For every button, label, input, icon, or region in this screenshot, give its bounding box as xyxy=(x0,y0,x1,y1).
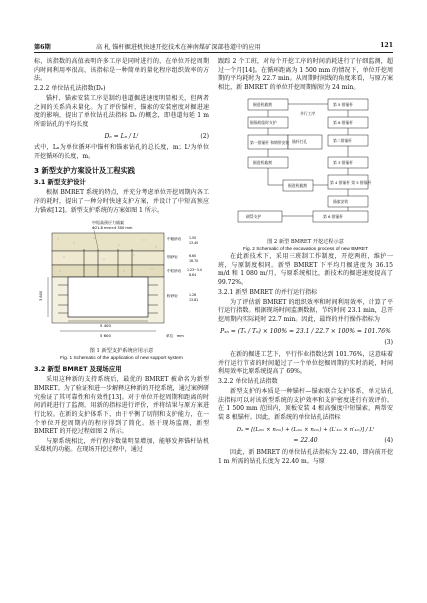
stratum-coarse-sandstone xyxy=(52,233,164,251)
value2-stratum-3: 8.64 xyxy=(189,272,197,277)
step-label: 刷帮支护 xyxy=(246,214,262,220)
equation-result: = 22.40 xyxy=(293,437,318,445)
label-stratum-2: 细砂岩 xyxy=(167,254,178,259)
dimension-height: 3 800 xyxy=(39,290,43,301)
step-label: 锚索安装 xyxy=(333,199,349,205)
equation-body: Dₑ = Lₙ / Lᴵ xyxy=(104,132,139,140)
stratum-fine-sandstone xyxy=(52,251,164,265)
parallel-label: 并行工序 xyxy=(300,111,316,117)
step-label: 第 4 排锚杆 第 5 排锚杆 xyxy=(330,180,372,186)
stratum-medium-sandstone xyxy=(52,265,164,277)
step-label: 第 3 排锚杆 xyxy=(333,160,354,166)
paragraph: 式中，Lₙ为单位循环中锚杆和锚索钻孔的总长度，m；Lᴵ为单位开挖循环的长度，m。 xyxy=(34,144,209,161)
label-cable-spec: Φ21.8 mm×4 300 mm xyxy=(92,225,133,230)
equation-2 xyxy=(34,133,209,142)
dimension-width-total: 5 600 xyxy=(100,332,111,338)
label-cable: 中短高预应力锚索 xyxy=(92,219,124,225)
equation-number: (4) xyxy=(384,437,393,445)
step-label: 第 6 排锚杆 xyxy=(323,214,344,220)
equation-body: Dₑ = [(L₂ₘ × n₂ₘ) + (L₁ₘ × n₁ₘ) + (L′₁ₘ × n′₁ₘ)] / Lᴵ xyxy=(236,426,375,433)
right-column xyxy=(218,58,393,467)
step-label: 掘锚机临时支护 xyxy=(250,120,277,126)
paragraph: 采用这种新的支持系统后，最优的 BMRET 被命名为新型 BMRET。为了验证和进一步解释这种新的开挖系统，通过案例研究验证了其可靠性和有效性[13]。对于单位开挖周期和距离的时间消耗进行了监测，用新的指标进行评价，并将结果与原方案进行比较。在新的支护体系下，由于平衡了切削和支护能力，在一个单位开挖周期内的程序得到了简化。基于现场监测，新型 BMRET 的开挖过程如图 2 所示。 xyxy=(34,376,209,436)
step-label: 第 6 排锚杆 xyxy=(333,120,354,126)
value2-stratum-2: 18.70 xyxy=(189,258,199,263)
step-label: 锚杆打孔 xyxy=(292,139,308,145)
figure-1-support-diagram xyxy=(34,219,209,343)
equation-4-result xyxy=(218,437,393,446)
section-heading-2-2-2: 2.2.2 单位钻孔法指数(Dₑ) xyxy=(34,85,106,93)
value-stratum-1: 1.50 xyxy=(189,235,197,240)
paragraph: 跟踪 2 个工班，对每个开挖工序的时间消耗进行了仔细监测，超过一个月[14]。在循环距离为 1 500 mm 的情况下，单位开挖周期的平均耗时为 22.7 min。从周期时间线的角度来看，与原方案相比，新 BMRET 的单位开挖周期缩短为 24 min。 xyxy=(218,58,393,92)
issue-label: 第6期 xyxy=(34,44,51,51)
running-header xyxy=(34,40,393,53)
equation-number: (3) xyxy=(384,339,393,347)
paragraph: 新型支护的本质是一种锚杆—锚索联合支护体系，单元钻孔法指标可以对该新型系统的支护效率和支护密度进行有效评价。在 1 500 mm 范围内，顶板安装 4 根高强度中短锚索，两帮安装 8 根锚杆。因此，新系统的单位钻孔法指标 xyxy=(218,387,393,421)
section-heading-3: 3 新型支护方案设计及工程实践 xyxy=(34,165,135,175)
equation-3-number-row xyxy=(218,339,393,348)
roadway-section xyxy=(68,277,148,317)
equation-number: (2) xyxy=(200,132,209,140)
label-stratum-1: 中粗砂岩 xyxy=(167,236,182,241)
section-heading-3-1: 3.1 新型支护设计 xyxy=(34,178,86,187)
section-heading-3-2-2: 3.2.2 单位钻孔法指数 xyxy=(218,378,278,386)
label-stratum-3: 中粒砂岩 xyxy=(167,268,182,273)
left-column xyxy=(34,58,209,455)
step-label: 掘进机截割 xyxy=(288,183,307,189)
paragraph: 在新的掘进工艺下，平行作业指数达到 101.76%，这意味着并行运行节省的时间超过了一个单位挖掘周期的实时消耗，时间利用效率比原系统提高了 69%。 xyxy=(218,351,393,376)
figure-2-caption-en: Fig. 2 Schematic of the excavation process of new BMRET xyxy=(242,247,369,253)
figure-2-caption: 图 2 新型 BMRET 开挖过程示意 xyxy=(267,239,344,246)
step-label: 掘进机截割 xyxy=(253,102,272,108)
figure-1-caption-en: Fig. 1 Schematic of the application of new support system xyxy=(60,356,183,362)
dimension-width-bottom: 5 400 xyxy=(100,322,111,328)
paragraph: 因此，新 BMRET 的单位钻孔法指标为 22.40，即向前开挖 1 m 所需的钻孔长度为 22.40 m。与原 xyxy=(218,449,393,465)
step-label: 掘进机截割 xyxy=(253,160,272,166)
section-heading-3-2-1: 3.2.1 新型 BMRET 的并行运行指标 xyxy=(218,288,318,296)
step-label: 第二排锚杆 xyxy=(333,138,352,144)
paragraph: 在此新技术下，采用三班制工作制度，开挖两班，维护一班，与原制度相同。新型 BMRET 下平均月掘进度为 36.15 m/d 和 1 080 m/月，与原系统相比，新技术的掘进速度提高了 99.72%。 xyxy=(218,253,393,287)
figure-1-caption: 图 1 新型支护系统应用示意 xyxy=(89,348,154,355)
page-number: 121 xyxy=(380,42,393,49)
paragraph: 为了评估新 BMRET 的组织效率和时间利用效率，计算了平行运行指数。根据现场时间监测数据，节约时间 23.1 min，总开挖周期内实际耗时 22.7 min。因此，最终的并行操作指标为 xyxy=(218,298,393,323)
unit-label: 单位：mm xyxy=(166,333,184,338)
value2-stratum-1: 13.40 xyxy=(189,240,199,245)
step-label: 第一排锚杆 和钢带安装 xyxy=(250,140,290,146)
paragraph: 标，该指数的高值表明许多工序是同时进行的，在单位开挖周期内时间利用率很高，该指标是一种简单的量化程序组织效率的方法。 xyxy=(34,58,209,83)
paragraph: 锚杆、锚索安装工序是制约巷道掘进速度明显相关，但两者之间的关系尚未量化。为了评价锚杆、锚索的安装密度对掘进速度的影响，提出了单位钻孔法指标 Dₑ 的概念，即巷道每延 1 m 所需钻孔的平均长度 xyxy=(34,94,209,128)
running-title: 高 札 锚杆掘进机快速开挖技术在神南煤矿深部巷道中的应用 xyxy=(96,44,261,51)
equation-4 xyxy=(218,426,393,435)
value-stratum-4: 1.28 xyxy=(189,292,197,297)
step-label: 第 5 排锚杆 xyxy=(333,102,354,108)
paragraph: 根据 BMRET 系统的特点，并充分考虑单位开挖周期内各工序的耗时，提出了一种分时快速支护方案，并设计了中短高预应力锚索[12]。新型支护系统的方案如图 1 所示。 xyxy=(34,189,209,214)
value2-stratum-4: 13.81 xyxy=(189,297,199,302)
value-stratum-2: 6.60 xyxy=(189,253,197,258)
paragraph: 与原系统相比，并行程序数量明显增加，能够发挥锚杆钻机采煤机的功能。在现场开挖过程中，通过 xyxy=(34,437,209,454)
label-stratum-4: 粉砂岩 xyxy=(167,293,178,298)
section-heading-3-2: 3.2 新型 BMRET 及现场应用 xyxy=(34,365,122,374)
figure-2-process-diagram xyxy=(218,95,393,233)
value-stratum-3: 1.23~3.4 xyxy=(187,267,202,272)
equation-3 xyxy=(218,328,393,337)
equation-body: Pₓₙ = (Tₛ / Tₙ) × 100% = 23.1 / 22.7 × 100% = 101.76% xyxy=(220,327,391,335)
